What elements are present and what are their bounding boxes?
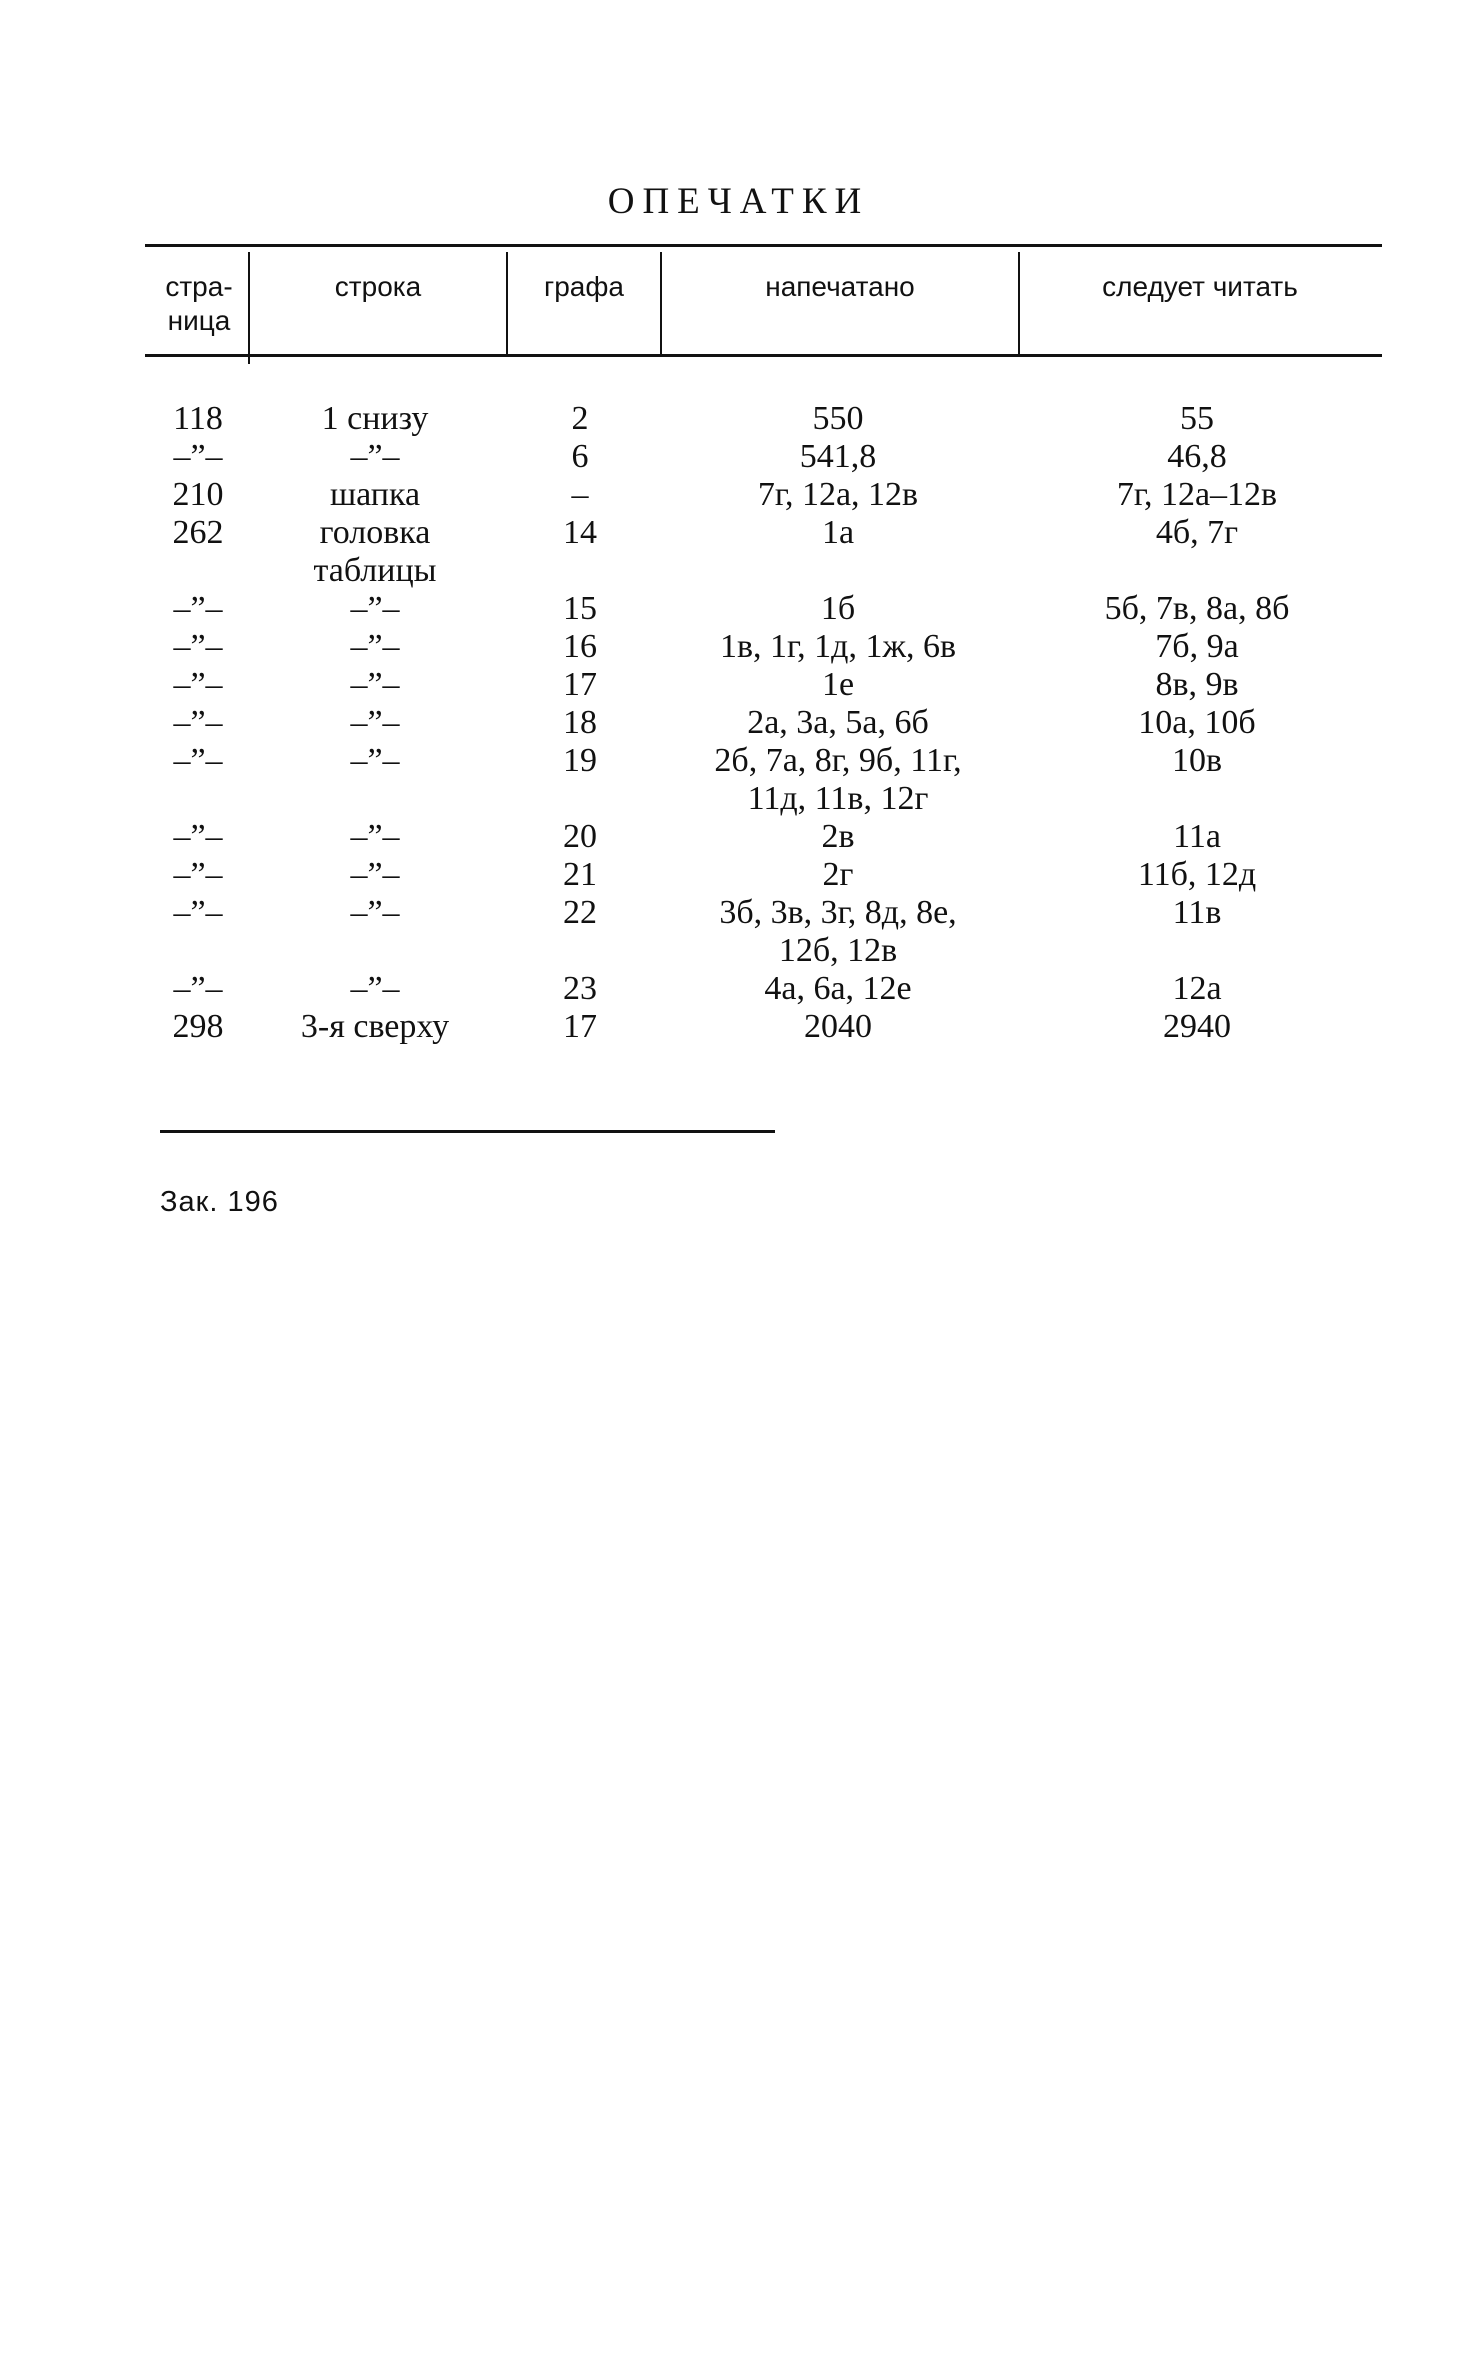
cell-line: –”– xyxy=(350,438,400,475)
cell-page: –”– xyxy=(173,970,223,1007)
cell-printed: 1б xyxy=(820,590,856,627)
page-title: ОПЕЧАТКИ xyxy=(607,181,870,222)
cell-line: –”– xyxy=(350,818,400,855)
cell-column: 17 xyxy=(563,666,597,703)
column-divider xyxy=(1018,252,1020,356)
cell-correct: 7б, 9а xyxy=(1155,628,1239,665)
header-column: графа xyxy=(544,271,624,302)
cell-line: шапка xyxy=(329,476,421,513)
cell-correct: 46,8 xyxy=(1167,438,1227,475)
column-divider xyxy=(506,252,508,356)
header-printed: напечатано xyxy=(765,271,915,302)
footer-rule xyxy=(160,1130,775,1133)
cell-page: –”– xyxy=(173,742,223,779)
cell-line: 3-я сверху xyxy=(300,1008,450,1045)
cell-page: 298 xyxy=(172,1008,224,1045)
cell-line: –”– xyxy=(350,856,400,893)
cell-column: 23 xyxy=(563,970,597,1007)
cell-column: 19 xyxy=(563,742,597,779)
cell-line: –”– xyxy=(350,970,400,1007)
cell-correct: 10в xyxy=(1171,742,1223,779)
cell-correct: 4б, 7г xyxy=(1155,514,1239,551)
column-divider xyxy=(248,252,250,364)
cell-printed: 541,8 xyxy=(799,438,877,475)
cell-printed: 2040 xyxy=(804,1008,872,1045)
cell-page: 262 xyxy=(172,514,224,551)
header-page: стра- ница xyxy=(165,271,233,336)
cell-page: –”– xyxy=(173,894,223,931)
cell-printed: 1в, 1г, 1д, 1ж, 6в xyxy=(719,628,956,665)
cell-line: –”– xyxy=(350,894,400,931)
cell-correct: 10а, 10б xyxy=(1138,704,1256,741)
cell-page: –”– xyxy=(173,590,223,627)
cell-printed: 4а, 6а, 12е xyxy=(764,970,912,1007)
cell-page: –”– xyxy=(173,628,223,665)
cell-line: 1 снизу xyxy=(321,400,429,437)
cell-column: 22 xyxy=(563,894,597,931)
cell-correct: 7г, 12а–12в xyxy=(1116,476,1278,513)
cell-line: –”– xyxy=(350,704,400,741)
cell-printed: 3б, 3в, 3г, 8д, 8е, 12б, 12в xyxy=(719,894,957,969)
table-top-rule xyxy=(145,244,1382,247)
cell-printed: 550 xyxy=(812,400,864,437)
cell-correct: 12а xyxy=(1172,970,1222,1007)
cell-line: головка таблицы xyxy=(313,514,437,589)
cell-page: –”– xyxy=(173,704,223,741)
cell-page: –”– xyxy=(173,856,223,893)
header-correct: следует читать xyxy=(1102,271,1298,302)
cell-column: 17 xyxy=(563,1008,597,1045)
cell-correct: 2940 xyxy=(1163,1008,1231,1045)
cell-column: – xyxy=(571,476,589,513)
cell-column: 18 xyxy=(563,704,597,741)
cell-printed: 1а xyxy=(821,514,855,551)
cell-line: –”– xyxy=(350,742,400,779)
cell-printed: 2б, 7а, 8г, 9б, 11г, 11д, 11в, 12г xyxy=(714,742,962,817)
cell-column: 15 xyxy=(563,590,597,627)
cell-column: 14 xyxy=(563,514,597,551)
cell-printed: 2г xyxy=(822,856,854,893)
cell-printed: 2а, 3а, 5а, 6б xyxy=(747,704,929,741)
column-divider xyxy=(660,252,662,356)
cell-correct: 11в xyxy=(1172,894,1222,931)
header-line: строка xyxy=(334,271,422,302)
cell-column: 20 xyxy=(563,818,597,855)
cell-column: 16 xyxy=(563,628,597,665)
cell-correct: 5б, 7в, 8а, 8б xyxy=(1104,590,1290,627)
cell-printed: 1е xyxy=(821,666,855,703)
cell-printed: 2в xyxy=(821,818,855,855)
cell-printed: 7г, 12а, 12в xyxy=(757,476,919,513)
cell-page: 118 xyxy=(173,400,223,437)
cell-column: 6 xyxy=(571,438,589,475)
cell-correct: 55 xyxy=(1180,400,1214,437)
cell-correct: 8в, 9в xyxy=(1155,666,1239,703)
cell-column: 21 xyxy=(563,856,597,893)
cell-line: –”– xyxy=(350,590,400,627)
table-header-rule xyxy=(145,354,1382,357)
cell-page: 210 xyxy=(172,476,224,513)
cell-line: –”– xyxy=(350,628,400,665)
cell-line: –”– xyxy=(350,666,400,703)
cell-correct: 11б, 12д xyxy=(1137,856,1257,893)
cell-page: –”– xyxy=(173,438,223,475)
cell-page: –”– xyxy=(173,666,223,703)
cell-correct: 11а xyxy=(1173,818,1221,855)
cell-column: 2 xyxy=(571,400,589,437)
order-number: Зак. 196 xyxy=(160,1186,279,1218)
cell-page: –”– xyxy=(173,818,223,855)
